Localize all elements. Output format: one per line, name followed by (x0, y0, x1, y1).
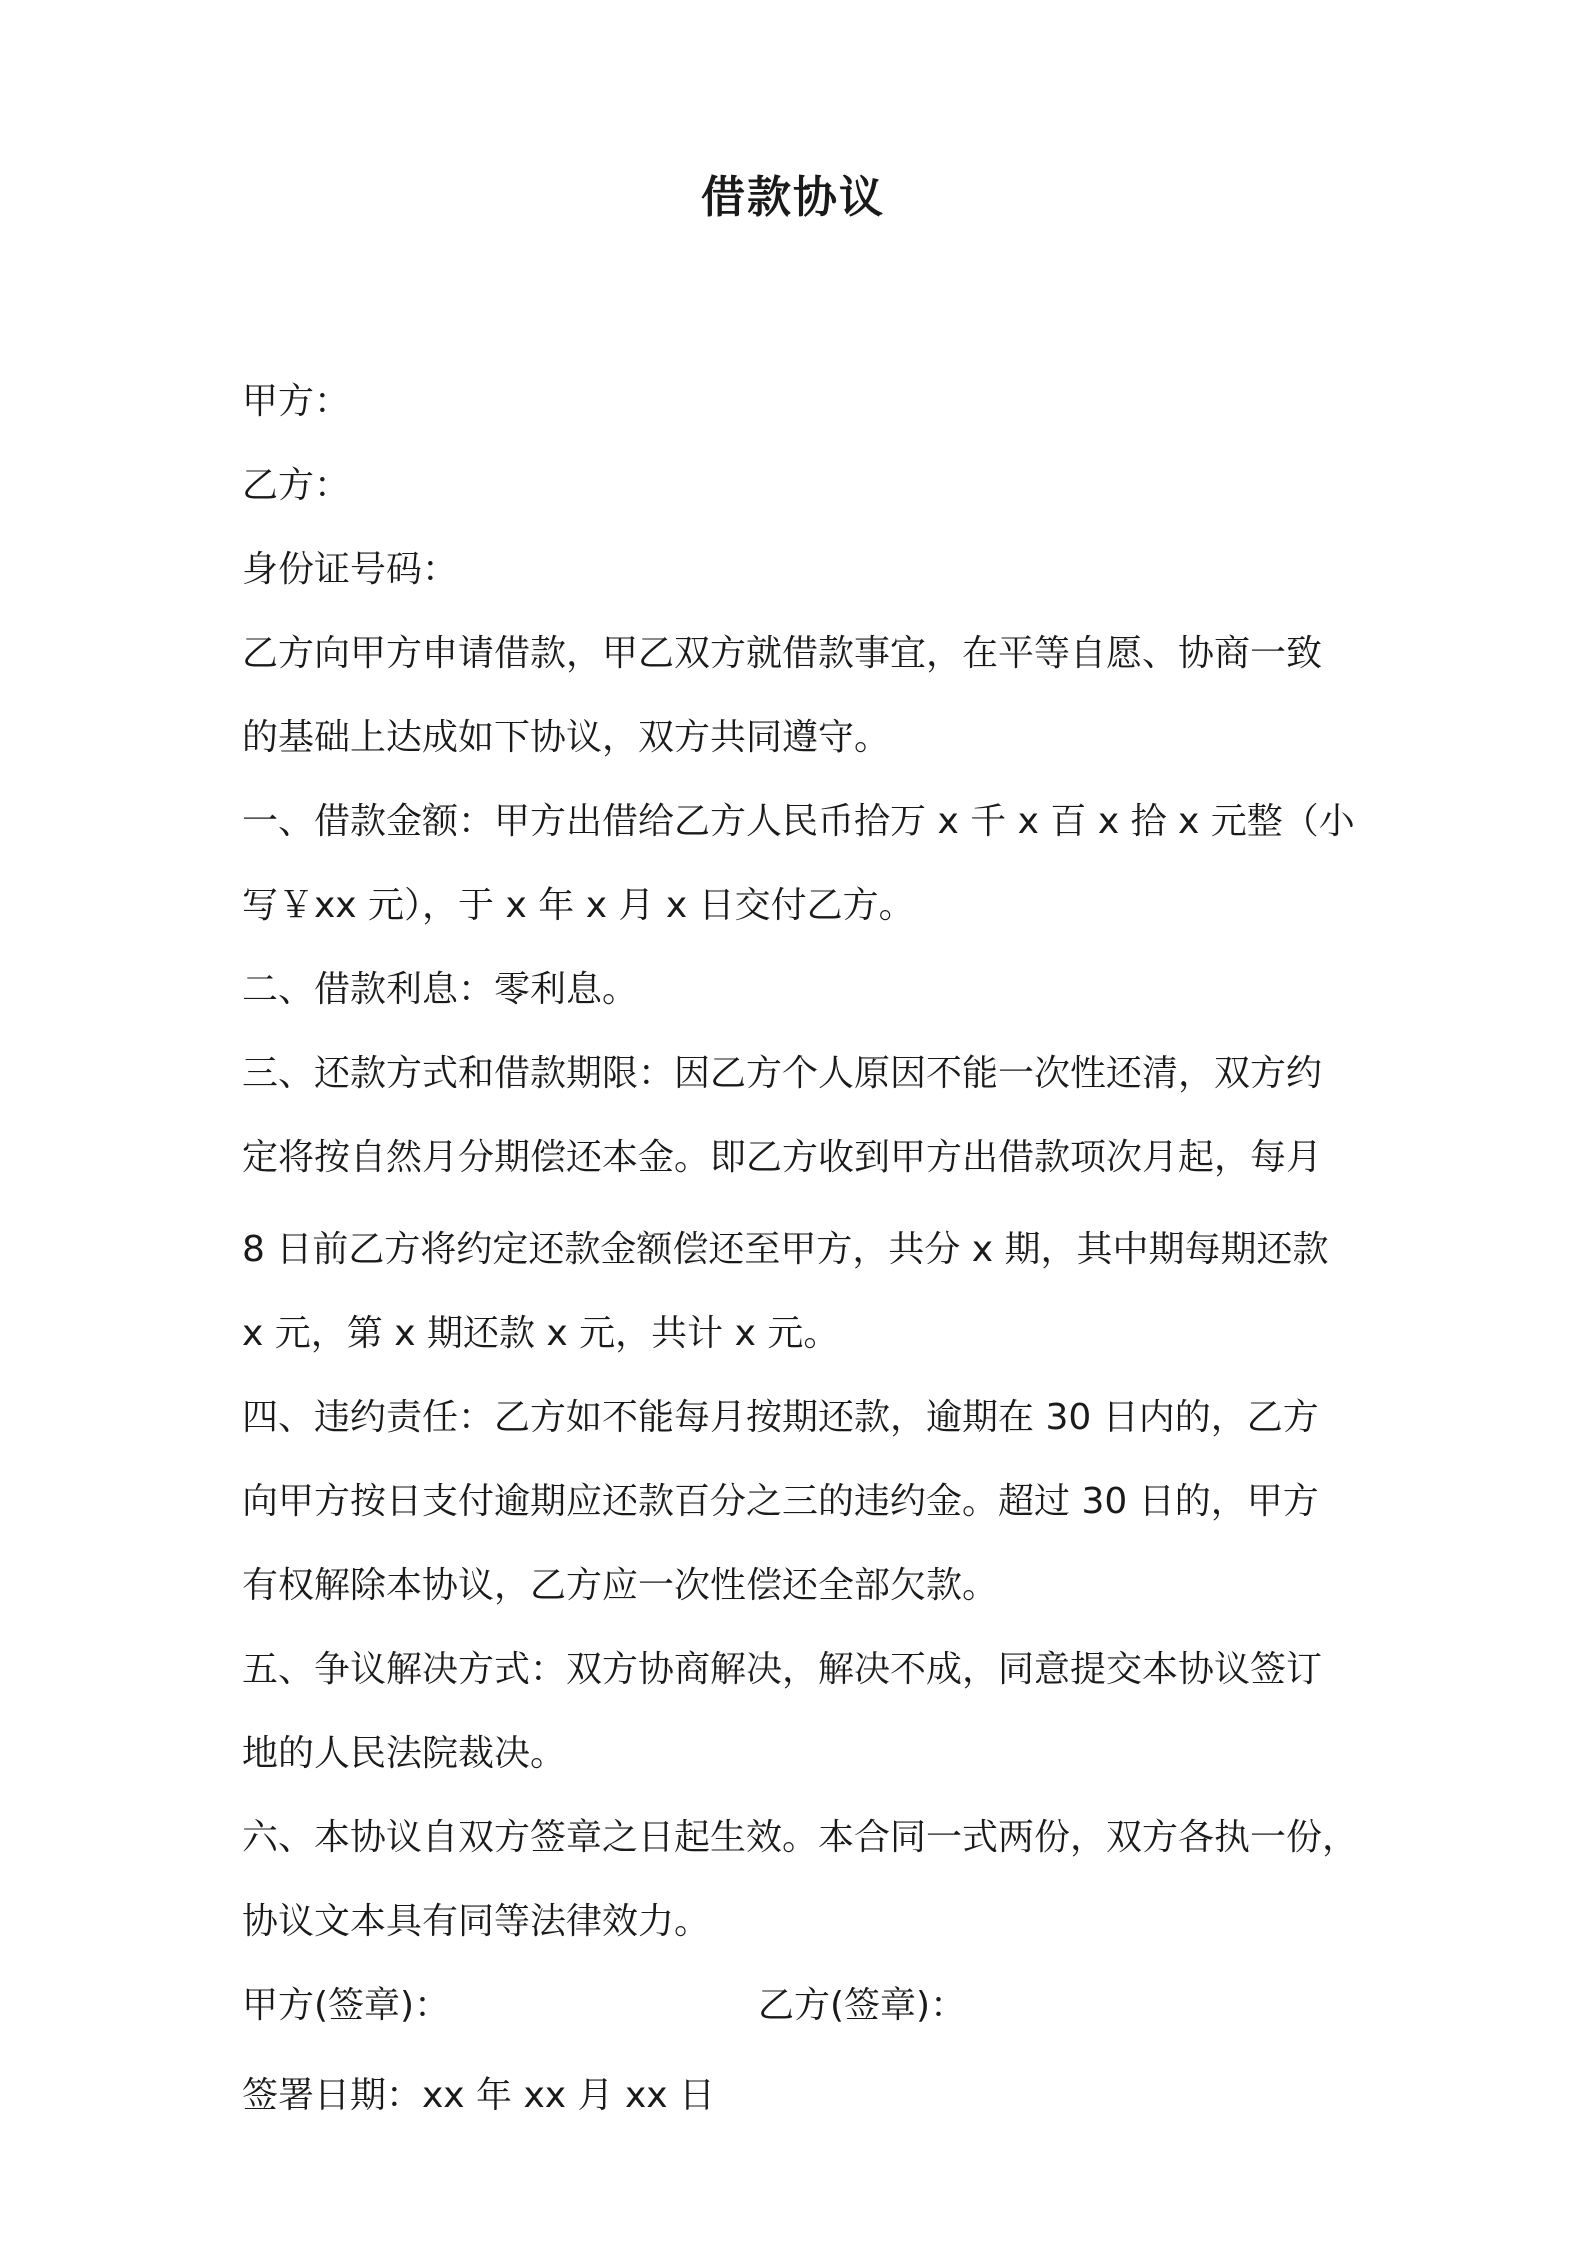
clause-line: 五、争议解决方式：双方协商解决，解决不成，同意提交本协议签订 (242, 1649, 1323, 1690)
party-a-label: 甲方： (242, 381, 351, 422)
intro-paragraph (242, 612, 1362, 780)
clause-line: 三、还款方式和借款期限：因乙方个人原因不能一次性还清，双方约 (242, 1053, 1323, 1094)
sign-date: 签署日期：xx 年 xx 月 xx 日 (242, 2075, 716, 2116)
id-number-label: 身份证号码： (242, 549, 459, 590)
clause-line: 向甲方按日支付逾期应还款百分之三的违约金。超过 30 日的，甲方 (242, 1481, 1319, 1522)
clause-dispute (242, 1628, 1362, 1796)
clause-interest (242, 948, 1362, 1032)
clause-line: 8 日前乙方将约定还款金额偿还至甲方，共分 x 期，其中期每期还款 (242, 1229, 1329, 1270)
clause-line: 定将按自然月分期偿还本金。即乙方收到甲方出借款项次月起，每月 (242, 1137, 1323, 1178)
clause-line: 一、借款金额：甲方出借给乙方人民币拾万 x 千 x 百 x 拾 x 元整（小 (242, 801, 1355, 842)
clause-line: 协议文本具有同等法律效力。 (242, 1901, 711, 1942)
clause-line: 二、借款利息：零利息。 (242, 969, 639, 1010)
document-body (242, 360, 1362, 2144)
clause-line: 四、违约责任：乙方如不能每月按期还款，逾期在 30 日内的，乙方 (242, 1397, 1319, 1438)
intro-line: 的基础上达成如下协议，双方共同遵守。 (242, 717, 891, 758)
intro-line: 乙方向甲方申请借款，甲乙双方就借款事宜，在平等自愿、协商一致 (242, 633, 1323, 674)
signature-party-b: 乙方(签章)： (758, 1985, 967, 2026)
clause-line: 地的人民法院裁决。 (242, 1733, 567, 1774)
clause-breach (242, 1376, 1362, 1628)
signature-row (242, 1964, 1362, 2054)
clause-loan-amount (242, 780, 1362, 948)
document-title: 借款协议 (701, 172, 885, 223)
party-b-label: 乙方： (242, 465, 351, 506)
clause-effectiveness (242, 1796, 1362, 1964)
signature-party-a: 甲方(签章)： (242, 1985, 451, 2026)
clause-line: 有权解除本协议，乙方应一次性偿还全部欠款。 (242, 1565, 999, 1606)
clause-line: 六、本协议自双方签章之日起生效。本合同一式两份，双方各执一份， (242, 1817, 1359, 1858)
clause-line: 写￥xx 元），于 x 年 x 月 x 日交付乙方。 (242, 885, 915, 926)
clause-repayment (242, 1032, 1362, 1376)
clause-line: x 元，第 x 期还款 x 元，共计 x 元。 (242, 1313, 840, 1354)
